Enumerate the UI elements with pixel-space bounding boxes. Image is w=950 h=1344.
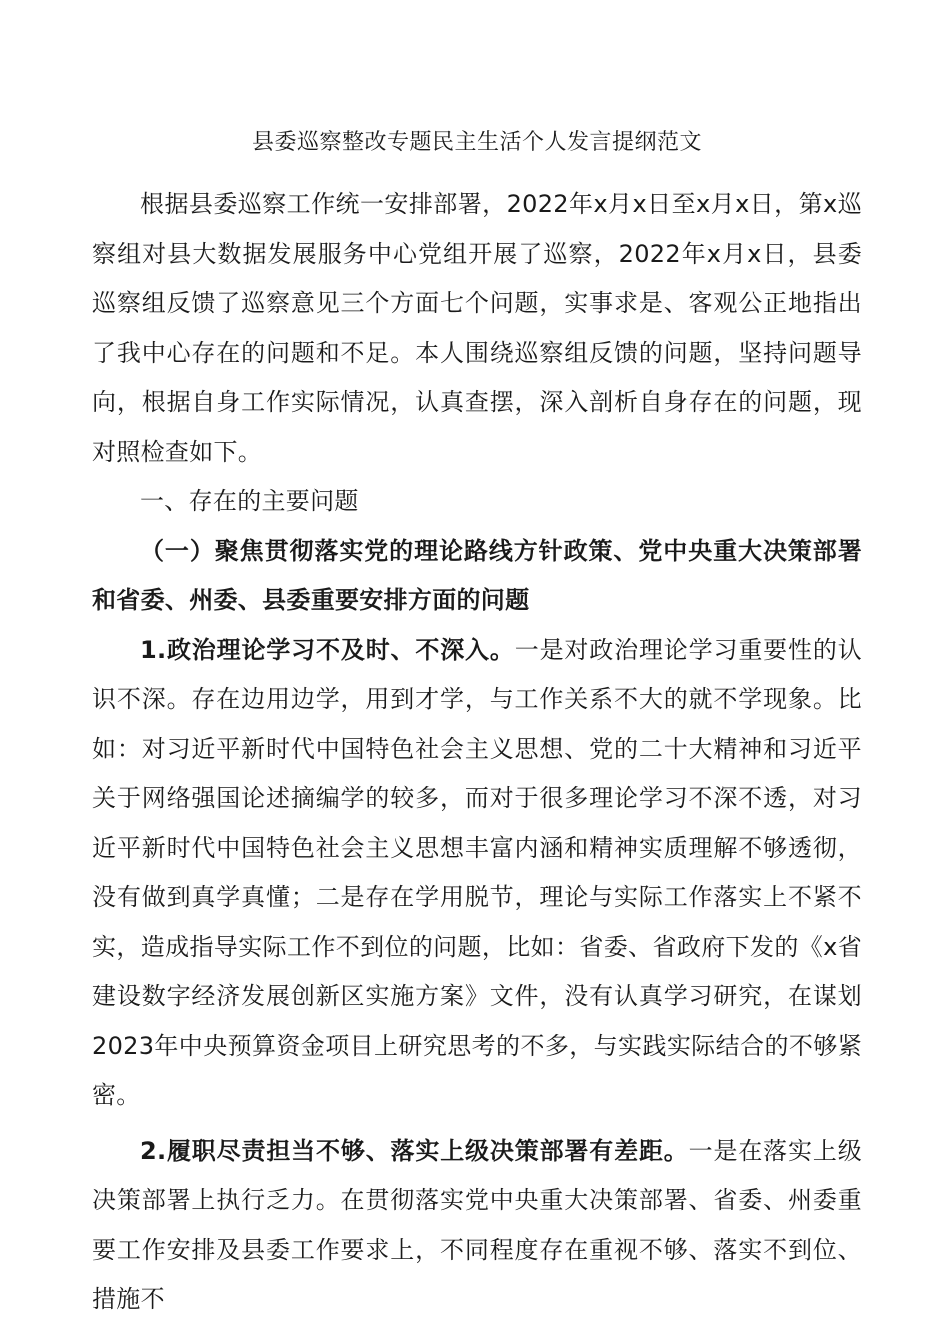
item-paragraph-2 [92,1127,862,1325]
document-page [92,118,862,1325]
item-paragraph-1 [92,626,862,1121]
subsection-heading: （一）聚焦贯彻落实党的理论路线方针政策、党中央重大决策部署和省委、州委、县委重要安排方面的问题 [92,536,862,614]
item-lead-1: 1.政治理论学习不及时、不深入。 [140,635,515,664]
section-heading: 一、存在的主要问题 [140,487,359,515]
item-body-2: 一是在落实上级决策部署上执行乏力。在贯彻落实党中央重大决策部署、省委、州委重要工作安排及县委工作要求上，不同程度存在重视不够、落实不到位、措施不 [92,1136,862,1313]
item-lead-2: 2.履职尽责担当不够、落实上级决策部署有差距。 [140,1136,689,1165]
intro-paragraph: 根据县委巡察工作统一安排部署，2022年x月x日至x月x日，第x巡察组对县大数据发展服务中心党组开展了巡察，2022年x月x日，县委巡察组反馈了巡察意见三个方面七个问题，实事求是、客观公正地指出了我中心存在的问题和不足。本人围绕巡察组反馈的问题，坚持问题导向，根据自身工作实际情况，认真查摆，深入剖析自身存在的问题，现对照检查如下。 [92,190,862,466]
document-title: 县委巡察整改专题民主生活个人发言提纲范文 [251,130,702,155]
item-body-1: 一是对政治理论学习重要性的认识不深。存在边用边学，用到才学，与工作关系不大的就不学现象。比如：对习近平新时代中国特色社会主义思想、党的二十大精神和习近平关于网络强国论述摘编学的较多，而对于很多理论学习不深不透，对习近平新时代中国特色社会主义思想丰富内涵和精神实质理解不够透彻，没有做到真学真懂；二是存在学用脱节，理论与实际工作落实上不紧不实，造成指导实际工作不到位的问题，比如：省委、省政府下发的《x省建设数字经济发展创新区实施方案》文件，没有认真学习研究，在谋划2023年中央预算资金项目上研究思考的不多，与实践实际结合的不够紧密。 [92,635,862,1109]
